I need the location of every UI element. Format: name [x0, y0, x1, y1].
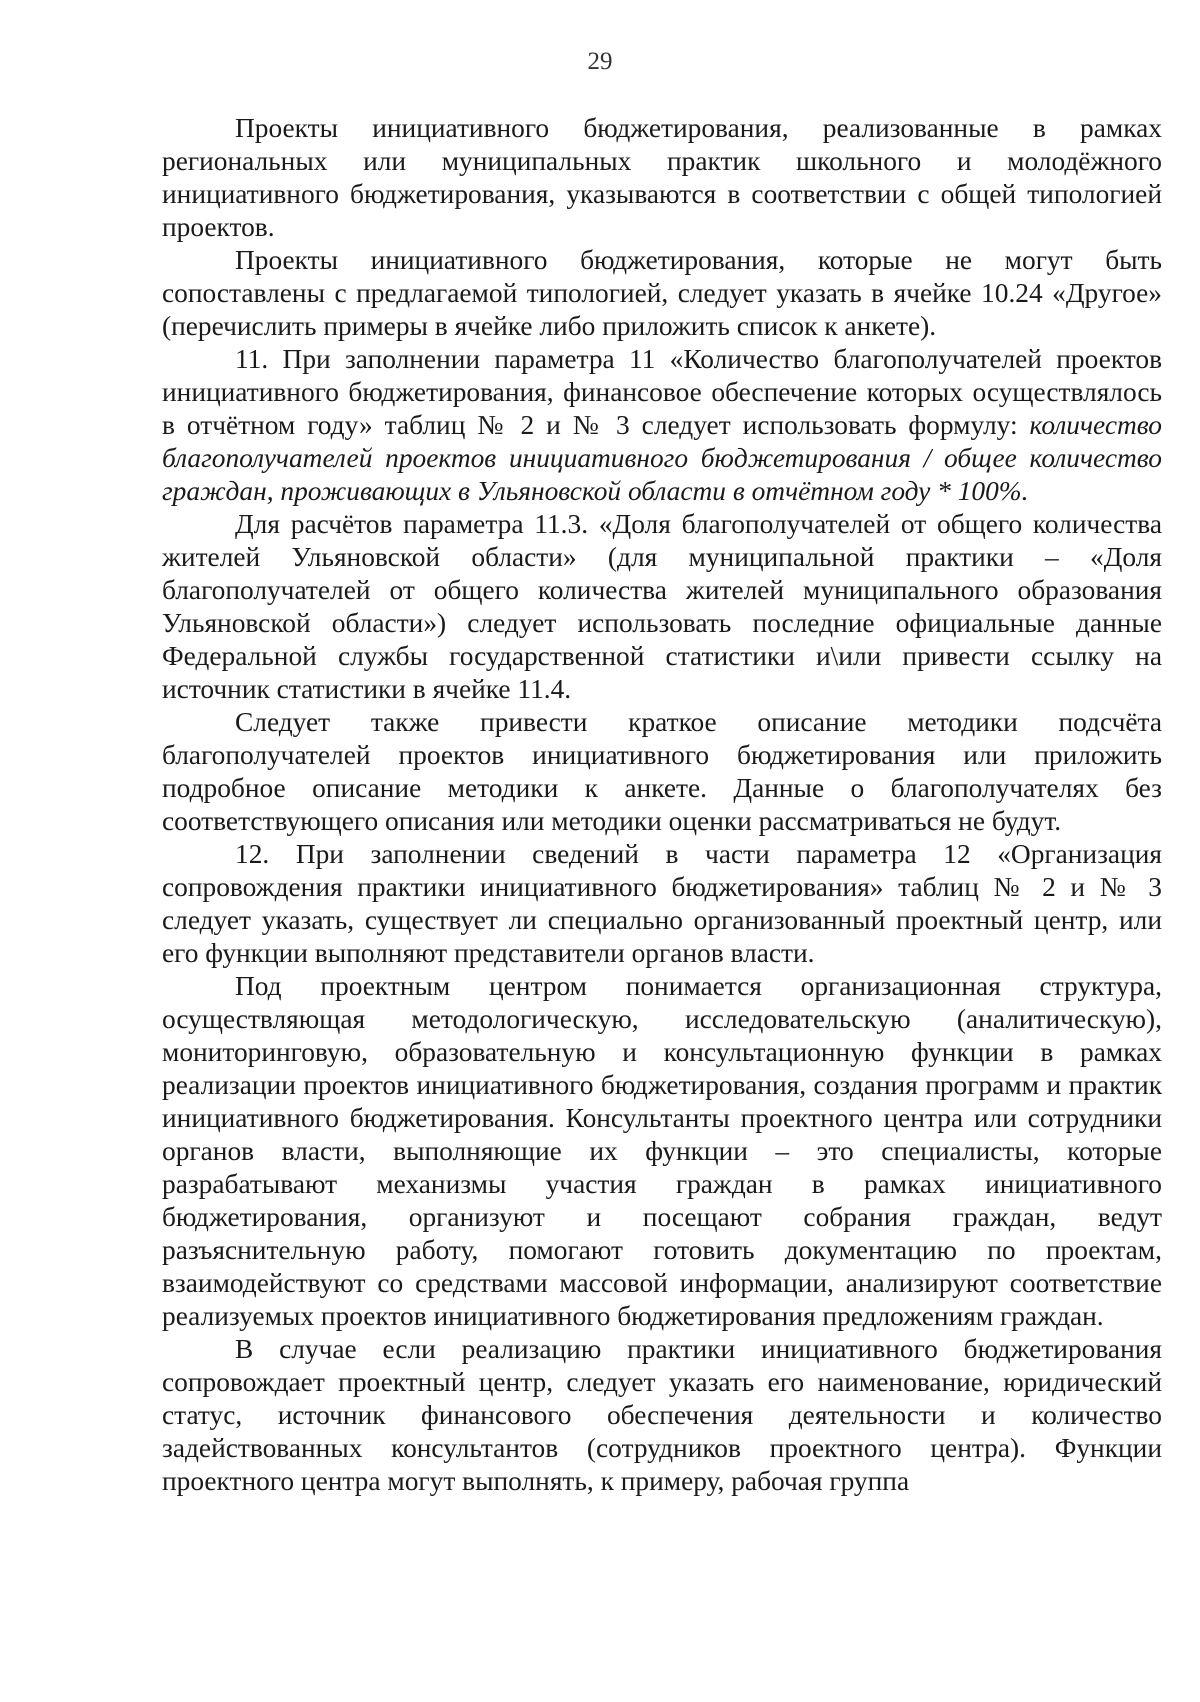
- paragraph-project-center-details: В случае если реализацию практики инициативного бюджетирования сопровождает проектный центр, следует указать его наименование, юридический статус, источник финансового обеспечения деятельности и количество задействованных консультантов (сотрудников проектного центра). Функции проектного центра могут выполнять, к примеру, рабочая группа: [162, 1334, 1162, 1496]
- paragraph-methodology: Следует также привести краткое описание методики подсчёта благополучателей проектов инициативного бюджетирования или приложить подробное описание методики к анкете. Данные о благополучателях без соответствующего описания или методики оценки рассматриваться не будут.: [162, 707, 1162, 836]
- parameter-11-text: 11. При заполнении параметра 11 «Количество благополучателей проектов инициативного бюджетирования, финансовое обеспечение которых осуществлялось в отчётном году» таблиц № 2 и № 3 следует использовать формулу:: [162, 344, 1162, 440]
- beneficiaries-formula: количество благополучателей проектов инициативного бюджетирования / общее количество граждан, проживающих в Ульяновской области в отчётном году * 100%.: [162, 410, 1162, 506]
- paragraph-other-typology: Проекты инициативного бюджетирования, которые не могут быть сопоставлены с предлагаемой типологией, следует указать в ячейке 10.24 «Другое» (перечислить примеры в ячейке либо приложить список к анкете).: [162, 245, 1162, 341]
- paragraph-parameter-11-3: Для расчётов параметра 11.3. «Доля благополучателей от общего количества жителей Ульяновской области» (для муниципальной практики – «Доля благополучателей от общего количества жителей муниципального образования Ульяновской области») следует использовать последние официальные данные Федеральной службы государственной статистики и\или привести ссылку на источник статистики в ячейке 11.4.: [162, 509, 1162, 704]
- paragraph-parameter-12: 12. При заполнении сведений в части параметра 12 «Организация сопровождения практики инициативного бюджетирования» таблиц № 2 и № 3 следует указать, существует ли специально организованный проектный центр, или его функции выполняют представители органов власти.: [162, 839, 1162, 968]
- page-number: 29: [587, 48, 613, 75]
- paragraph-typology-school-youth: Проекты инициативного бюджетирования, реализованные в рамках региональных или муниципальных практик школьного и молодёжного инициативного бюджетирования, указываются в соответствии с общей типологией проектов.: [162, 113, 1162, 242]
- document-body: [162, 112, 1162, 1498]
- paragraph-parameter-11: [162, 343, 1162, 508]
- paragraph-project-center-definition: Под проектным центром понимается организационная структура, осуществляющая методологическую, исследовательскую (аналитическую), мониторинговую, образовательную и консультационную функции в рамках реализации проектов инициативного бюджетирования, создания программ и практик инициативного бюджетирования. Консультанты проектного центра или сотрудники органов власти, выполняющие их функции – это специалисты, которые разрабатывают механизмы участия граждан в рамках инициативного бюджетирования, организуют и посещают собрания граждан, ведут разъяснительную работу, помогают готовить документацию по проектам, взаимодействуют со средствами массовой информации, анализируют соответствие реализуемых проектов инициативного бюджетирования предложениям граждан.: [162, 971, 1162, 1331]
